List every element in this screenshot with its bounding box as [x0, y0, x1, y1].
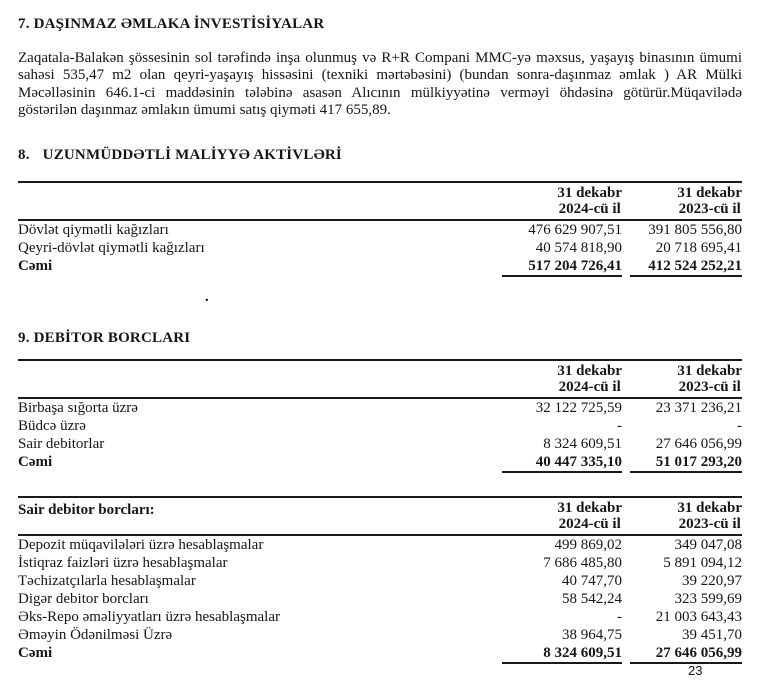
table-header-row [18, 361, 742, 399]
value-2023: 39 220,97 [682, 573, 742, 590]
column-header-2024-line1: 31 dekabr [557, 500, 622, 517]
column-header-2024 [502, 363, 622, 396]
table-row [18, 572, 742, 590]
table-long-term-financial-assets [18, 181, 742, 277]
value-2023: 20 718 695,41 [655, 240, 742, 257]
table-other-receivables [18, 496, 742, 664]
row-label: Birbaşa sığorta üzrə [18, 400, 138, 417]
value-2023: 23 371 236,21 [655, 400, 742, 417]
column-header-2023-line1: 31 dekabr [677, 185, 742, 202]
value-2023: 21 003 643,43 [655, 609, 742, 626]
table-row [18, 554, 742, 572]
row-label: Qeyri-dövlət qiymətli kağızları [18, 240, 205, 257]
value-2024: - [617, 609, 622, 626]
column-header-2023 [630, 500, 742, 533]
column-header-2024 [502, 500, 622, 533]
value-2024: 58 542,24 [562, 591, 622, 608]
value-2024: 8 324 609,51 [543, 436, 622, 453]
table-header-row [18, 183, 742, 221]
row-label: Əks-Repo əməliyyatları üzrə hesablaşmalar [18, 609, 280, 626]
table-header-title [18, 363, 502, 365]
column-header-2023-line1: 31 dekabr [677, 363, 742, 380]
section-7-heading: 7. DAŞINMAZ ƏMLAKA İNVESTİSİYALAR [18, 16, 325, 32]
column-header-2023 [630, 363, 742, 396]
table-header-title: Sair debitor borcları: [18, 502, 155, 519]
value-2023: 5 891 094,12 [663, 555, 742, 572]
column-header-2023 [630, 185, 742, 218]
value-2023: 349 047,08 [674, 537, 742, 554]
table-header-row [18, 498, 742, 536]
column-header-2023-line2: 2023-cü il [678, 516, 741, 533]
total-value-2024: 8 324 609,51 [502, 644, 622, 664]
table-row [18, 239, 742, 257]
value-2024: 476 629 907,51 [528, 222, 622, 239]
column-header-2024 [502, 185, 622, 218]
column-header-2023-line2: 2023-cü il [678, 201, 741, 218]
value-2024: 32 122 725,59 [535, 400, 622, 417]
section-8-number: 8. [18, 147, 30, 164]
row-label: Büdcə üzrə [18, 418, 86, 435]
table-total-row [18, 257, 742, 277]
table-row [18, 626, 742, 644]
total-label: Cəmi [18, 645, 53, 662]
value-2024: 38 964,75 [562, 627, 622, 644]
value-2024: - [617, 418, 622, 435]
column-header-2023-line1: 31 dekabr [677, 500, 742, 517]
total-value-2023: 51 017 293,20 [630, 453, 742, 473]
total-value-2024: 40 447 335,10 [502, 453, 622, 473]
table-row [18, 399, 742, 417]
column-header-2023-line2: 2023-cü il [678, 379, 741, 396]
value-2024: 7 686 485,80 [543, 555, 622, 572]
section-8-title: UZUNMÜDDƏTLİ MALİYYƏ AKTİVLƏRİ [42, 147, 342, 164]
row-label: Sair debitorlar [18, 436, 105, 453]
page-number: 23 [688, 663, 703, 678]
row-label: Depozit müqavilələri üzrə hesablaşmalar [18, 537, 264, 554]
value-2023: 27 646 056,99 [655, 436, 742, 453]
table-row [18, 590, 742, 608]
section-7-paragraph: Zaqatala-Balakən şössesinin sol tərəfində inşa olunmuş və R+R Compani MMC-yə məxsus, yaşayış binasının ümumi sahəsi 535,47 m2 olan qeyri-yaşayış hissəsini (texniki mərtəbəsini) (bundan sonra-daşınmaz əmlak ) AR Mülki Məcəlləsinin 646.1-ci maddəsinin tələbinə asasən Alıcının mülkiyyətinə verməyi öhdəsinə götürür.Müqavilədə göstərilən daşınmaz əmlakın ümumi satış qiyməti 417 655,89. [18, 50, 742, 118]
value-2023: 323 599,69 [674, 591, 742, 608]
value-2024: 40 574 818,90 [535, 240, 622, 257]
column-header-2024-line1: 31 dekabr [557, 363, 622, 380]
total-label: Cəmi [18, 258, 53, 275]
section-9-heading: 9. DEBİTOR BORCLARI [18, 330, 191, 347]
table-receivables [18, 359, 742, 473]
row-label: Digər debitor borcları [18, 591, 149, 608]
row-label: Əməyin Ödənilməsi Üzrə [18, 627, 173, 644]
section-8-heading [18, 147, 742, 164]
row-label: İstiqraz faizləri üzrə hesablaşmalar [18, 555, 228, 572]
stray-dot: . [205, 289, 209, 306]
value-2023: 391 805 556,80 [648, 222, 742, 239]
value-2024: 499 869,02 [554, 537, 622, 554]
table-row [18, 417, 742, 435]
column-header-2024-line2: 2024-cü il [558, 379, 621, 396]
total-value-2023: 412 524 252,21 [630, 257, 742, 277]
table-row [18, 536, 742, 554]
table-row [18, 608, 742, 626]
table-total-row [18, 644, 742, 664]
value-2023: - [737, 418, 742, 435]
table-row [18, 435, 742, 453]
column-header-2024-line2: 2024-cü il [558, 516, 621, 533]
column-header-2024-line1: 31 dekabr [557, 185, 622, 202]
total-value-2024: 517 204 726,41 [502, 257, 622, 277]
value-2024: 40 747,70 [562, 573, 622, 590]
table-header-title [18, 185, 502, 187]
value-2023: 39 451,70 [682, 627, 742, 644]
column-header-2024-line2: 2024-cü il [558, 201, 621, 218]
table-row [18, 221, 742, 239]
total-value-2023: 27 646 056,99 [630, 644, 742, 664]
row-label: Dövlət qiymətli kağızları [18, 222, 169, 239]
row-label: Təchizatçılarla hesablaşmalar [18, 573, 196, 590]
table-total-row [18, 453, 742, 473]
total-label: Cəmi [18, 454, 53, 471]
